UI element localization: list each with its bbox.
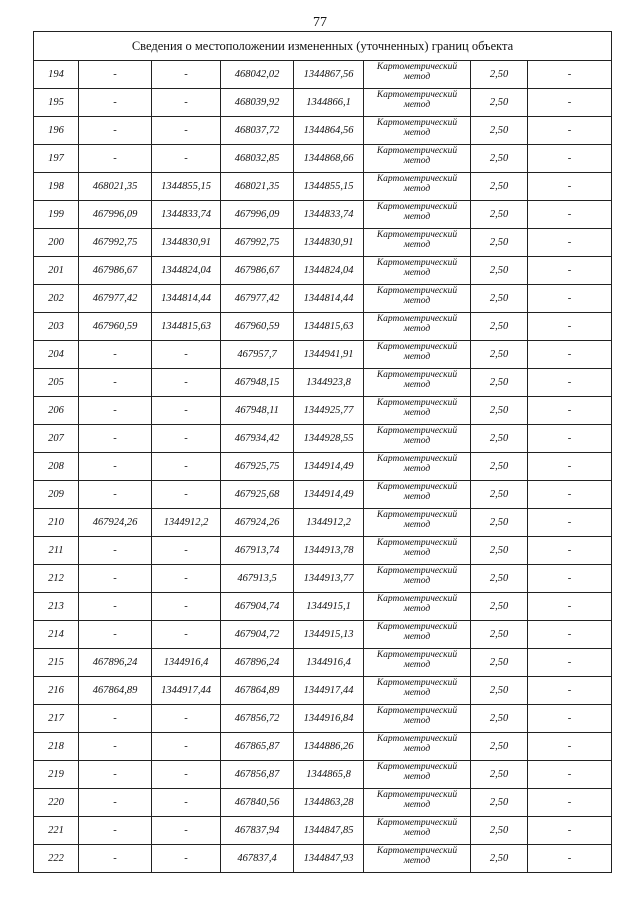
cell-old-x: 467864,89 <box>79 677 152 705</box>
cell-accuracy: 2,50 <box>471 173 528 201</box>
table-row <box>34 621 612 649</box>
cell-accuracy: 2,50 <box>471 565 528 593</box>
cell-description: - <box>528 229 612 257</box>
cell-description: - <box>528 649 612 677</box>
cell-old-y: 1344855,15 <box>152 173 221 201</box>
cell-new-x: 468039,92 <box>221 89 294 117</box>
table-row <box>34 649 612 677</box>
cell-accuracy: 2,50 <box>471 313 528 341</box>
cell-new-y: 1344815,63 <box>294 313 364 341</box>
table-row <box>34 229 612 257</box>
table-row <box>34 677 612 705</box>
cell-new-x: 467986,67 <box>221 257 294 285</box>
cell-accuracy: 2,50 <box>471 201 528 229</box>
cell-old-y: - <box>152 593 221 621</box>
cell-method: Картометрический метод <box>364 761 471 789</box>
cell-description: - <box>528 817 612 845</box>
cell-accuracy: 2,50 <box>471 705 528 733</box>
cell-new-y: 1344928,55 <box>294 425 364 453</box>
cell-description: - <box>528 705 612 733</box>
cell-method: Картометрический метод <box>364 509 471 537</box>
table-row <box>34 565 612 593</box>
cell-new-x: 468021,35 <box>221 173 294 201</box>
cell-old-x: - <box>79 61 152 89</box>
cell-new-x: 467837,94 <box>221 817 294 845</box>
cell-new-x: 467913,74 <box>221 537 294 565</box>
cell-new-y: 1344886,26 <box>294 733 364 761</box>
cell-point-number: 205 <box>34 369 79 397</box>
cell-method: Картометрический метод <box>364 677 471 705</box>
cell-new-x: 467934,42 <box>221 425 294 453</box>
cell-new-y: 1344867,56 <box>294 61 364 89</box>
cell-description: - <box>528 173 612 201</box>
cell-old-y: - <box>152 453 221 481</box>
cell-description: - <box>528 341 612 369</box>
cell-accuracy: 2,50 <box>471 761 528 789</box>
cell-old-x: 467992,75 <box>79 229 152 257</box>
cell-description: - <box>528 621 612 649</box>
cell-point-number: 219 <box>34 761 79 789</box>
cell-old-x: - <box>79 537 152 565</box>
cell-old-x: - <box>79 593 152 621</box>
cell-old-x: - <box>79 621 152 649</box>
cell-point-number: 195 <box>34 89 79 117</box>
cell-description: - <box>528 257 612 285</box>
cell-method: Картометрический метод <box>364 173 471 201</box>
cell-accuracy: 2,50 <box>471 369 528 397</box>
table-row <box>34 397 612 425</box>
cell-method: Картометрический метод <box>364 145 471 173</box>
cell-new-y: 1344847,85 <box>294 817 364 845</box>
cell-point-number: 221 <box>34 817 79 845</box>
cell-accuracy: 2,50 <box>471 621 528 649</box>
cell-new-y: 1344916,4 <box>294 649 364 677</box>
table-row <box>34 61 612 89</box>
cell-new-y: 1344824,04 <box>294 257 364 285</box>
cell-new-x: 467924,26 <box>221 509 294 537</box>
cell-description: - <box>528 565 612 593</box>
cell-method: Картометрический метод <box>364 733 471 761</box>
table-row <box>34 509 612 537</box>
cell-new-x: 467904,74 <box>221 593 294 621</box>
table-row <box>34 481 612 509</box>
cell-new-y: 1344923,8 <box>294 369 364 397</box>
cell-accuracy: 2,50 <box>471 677 528 705</box>
cell-new-x: 467948,15 <box>221 369 294 397</box>
cell-new-x: 467957,7 <box>221 341 294 369</box>
cell-accuracy: 2,50 <box>471 481 528 509</box>
cell-accuracy: 2,50 <box>471 425 528 453</box>
cell-accuracy: 2,50 <box>471 285 528 313</box>
cell-method: Картометрический метод <box>364 313 471 341</box>
cell-description: - <box>528 453 612 481</box>
cell-method: Картометрический метод <box>364 257 471 285</box>
cell-description: - <box>528 845 612 873</box>
cell-description: - <box>528 789 612 817</box>
cell-old-x: - <box>79 481 152 509</box>
cell-new-y: 1344847,93 <box>294 845 364 873</box>
cell-new-y: 1344914,49 <box>294 481 364 509</box>
table-row <box>34 313 612 341</box>
cell-new-x: 467925,75 <box>221 453 294 481</box>
cell-old-x: - <box>79 341 152 369</box>
cell-new-y: 1344915,1 <box>294 593 364 621</box>
cell-accuracy: 2,50 <box>471 733 528 761</box>
cell-point-number: 202 <box>34 285 79 313</box>
cell-description: - <box>528 201 612 229</box>
cell-old-y: - <box>152 621 221 649</box>
cell-accuracy: 2,50 <box>471 509 528 537</box>
cell-old-x: 467986,67 <box>79 257 152 285</box>
cell-old-y: - <box>152 537 221 565</box>
cell-point-number: 211 <box>34 537 79 565</box>
cell-old-y: - <box>152 397 221 425</box>
cell-accuracy: 2,50 <box>471 593 528 621</box>
cell-accuracy: 2,50 <box>471 257 528 285</box>
cell-old-y: - <box>152 369 221 397</box>
cell-old-x: - <box>79 369 152 397</box>
cell-old-y: - <box>152 117 221 145</box>
cell-old-x: 467924,26 <box>79 509 152 537</box>
cell-old-y: - <box>152 425 221 453</box>
cell-method: Картометрический метод <box>364 649 471 677</box>
cell-method: Картометрический метод <box>364 61 471 89</box>
cell-old-y: 1344830,91 <box>152 229 221 257</box>
cell-description: - <box>528 593 612 621</box>
cell-point-number: 215 <box>34 649 79 677</box>
cell-old-x: - <box>79 761 152 789</box>
cell-accuracy: 2,50 <box>471 789 528 817</box>
cell-new-y: 1344855,15 <box>294 173 364 201</box>
cell-point-number: 198 <box>34 173 79 201</box>
cell-new-x: 467977,42 <box>221 285 294 313</box>
cell-accuracy: 2,50 <box>471 61 528 89</box>
cell-method: Картометрический метод <box>364 369 471 397</box>
cell-description: - <box>528 425 612 453</box>
cell-old-x: - <box>79 817 152 845</box>
cell-method: Картометрический метод <box>364 397 471 425</box>
cell-accuracy: 2,50 <box>471 845 528 873</box>
cell-old-y: 1344917,44 <box>152 677 221 705</box>
cell-point-number: 196 <box>34 117 79 145</box>
cell-old-y: 1344912,2 <box>152 509 221 537</box>
cell-accuracy: 2,50 <box>471 341 528 369</box>
cell-old-x: - <box>79 145 152 173</box>
cell-point-number: 203 <box>34 313 79 341</box>
cell-point-number: 201 <box>34 257 79 285</box>
cell-new-y: 1344917,44 <box>294 677 364 705</box>
cell-new-y: 1344814,44 <box>294 285 364 313</box>
cell-old-y: - <box>152 817 221 845</box>
cell-old-x: 467996,09 <box>79 201 152 229</box>
cell-method: Картометрический метод <box>364 593 471 621</box>
cell-old-x: - <box>79 845 152 873</box>
cell-new-x: 467865,87 <box>221 733 294 761</box>
cell-accuracy: 2,50 <box>471 117 528 145</box>
cell-point-number: 207 <box>34 425 79 453</box>
cell-description: - <box>528 145 612 173</box>
cell-old-y: 1344814,44 <box>152 285 221 313</box>
table-row <box>34 453 612 481</box>
cell-new-x: 467948,11 <box>221 397 294 425</box>
table-row <box>34 341 612 369</box>
cell-method: Картометрический метод <box>364 201 471 229</box>
cell-old-y: - <box>152 733 221 761</box>
cell-old-x: - <box>79 453 152 481</box>
cell-point-number: 222 <box>34 845 79 873</box>
table-row <box>34 817 612 845</box>
cell-old-y: - <box>152 341 221 369</box>
table-row <box>34 257 612 285</box>
cell-method: Картометрический метод <box>364 845 471 873</box>
table-row <box>34 789 612 817</box>
cell-method: Картометрический метод <box>364 229 471 257</box>
cell-method: Картометрический метод <box>364 341 471 369</box>
cell-method: Картометрический метод <box>364 789 471 817</box>
boundary-coordinates-table <box>33 31 612 873</box>
cell-accuracy: 2,50 <box>471 89 528 117</box>
cell-new-y: 1344830,91 <box>294 229 364 257</box>
cell-old-x: - <box>79 89 152 117</box>
cell-description: - <box>528 285 612 313</box>
cell-point-number: 200 <box>34 229 79 257</box>
cell-new-x: 467960,59 <box>221 313 294 341</box>
cell-old-y: - <box>152 145 221 173</box>
cell-new-y: 1344925,77 <box>294 397 364 425</box>
cell-description: - <box>528 397 612 425</box>
cell-point-number: 217 <box>34 705 79 733</box>
cell-point-number: 216 <box>34 677 79 705</box>
table-row <box>34 201 612 229</box>
page-number: 77 <box>313 15 327 30</box>
cell-old-y: - <box>152 565 221 593</box>
cell-accuracy: 2,50 <box>471 397 528 425</box>
cell-new-x: 467840,56 <box>221 789 294 817</box>
cell-description: - <box>528 677 612 705</box>
cell-old-y: 1344916,4 <box>152 649 221 677</box>
cell-old-y: - <box>152 61 221 89</box>
cell-new-x: 467925,68 <box>221 481 294 509</box>
cell-accuracy: 2,50 <box>471 229 528 257</box>
cell-method: Картометрический метод <box>364 89 471 117</box>
cell-point-number: 220 <box>34 789 79 817</box>
cell-point-number: 214 <box>34 621 79 649</box>
cell-new-x: 467992,75 <box>221 229 294 257</box>
cell-accuracy: 2,50 <box>471 145 528 173</box>
cell-method: Картометрический метод <box>364 621 471 649</box>
cell-point-number: 194 <box>34 61 79 89</box>
cell-point-number: 199 <box>34 201 79 229</box>
cell-new-x: 467864,89 <box>221 677 294 705</box>
cell-new-y: 1344916,84 <box>294 705 364 733</box>
cell-old-y: - <box>152 845 221 873</box>
table-body <box>34 61 612 873</box>
table-row <box>34 845 612 873</box>
cell-old-x: 467896,24 <box>79 649 152 677</box>
cell-old-y: - <box>152 481 221 509</box>
table-row <box>34 145 612 173</box>
cell-point-number: 197 <box>34 145 79 173</box>
cell-old-x: 468021,35 <box>79 173 152 201</box>
table-row <box>34 369 612 397</box>
cell-point-number: 210 <box>34 509 79 537</box>
cell-new-x: 468042,02 <box>221 61 294 89</box>
cell-new-y: 1344863,28 <box>294 789 364 817</box>
table-title: Сведения о местоположении измененных (уточненных) границ объекта <box>34 32 612 61</box>
cell-new-y: 1344941,91 <box>294 341 364 369</box>
cell-old-x: - <box>79 733 152 761</box>
table-title-row <box>34 32 612 61</box>
cell-description: - <box>528 509 612 537</box>
cell-new-x: 467996,09 <box>221 201 294 229</box>
cell-method: Картометрический метод <box>364 817 471 845</box>
cell-description: - <box>528 89 612 117</box>
table-row <box>34 89 612 117</box>
cell-description: - <box>528 117 612 145</box>
cell-method: Картометрический метод <box>364 425 471 453</box>
cell-method: Картометрический метод <box>364 565 471 593</box>
cell-description: - <box>528 313 612 341</box>
cell-description: - <box>528 537 612 565</box>
cell-new-y: 1344915,13 <box>294 621 364 649</box>
table-row <box>34 537 612 565</box>
cell-new-y: 1344914,49 <box>294 453 364 481</box>
cell-new-y: 1344913,77 <box>294 565 364 593</box>
cell-old-x: - <box>79 789 152 817</box>
cell-description: - <box>528 733 612 761</box>
cell-old-y: 1344815,63 <box>152 313 221 341</box>
cell-new-x: 467904,72 <box>221 621 294 649</box>
cell-new-x: 467856,87 <box>221 761 294 789</box>
cell-old-y: 1344824,04 <box>152 257 221 285</box>
cell-method: Картометрический метод <box>364 453 471 481</box>
table-row <box>34 733 612 761</box>
cell-old-x: 467960,59 <box>79 313 152 341</box>
cell-accuracy: 2,50 <box>471 537 528 565</box>
cell-point-number: 213 <box>34 593 79 621</box>
cell-old-y: - <box>152 89 221 117</box>
table-row <box>34 593 612 621</box>
cell-method: Картометрический метод <box>364 481 471 509</box>
cell-point-number: 206 <box>34 397 79 425</box>
cell-accuracy: 2,50 <box>471 453 528 481</box>
table-row <box>34 425 612 453</box>
table-row <box>34 173 612 201</box>
table-row <box>34 117 612 145</box>
cell-old-x: - <box>79 425 152 453</box>
cell-old-y: - <box>152 761 221 789</box>
cell-point-number: 212 <box>34 565 79 593</box>
cell-old-x: - <box>79 705 152 733</box>
cell-old-x: - <box>79 397 152 425</box>
cell-point-number: 218 <box>34 733 79 761</box>
cell-new-x: 468037,72 <box>221 117 294 145</box>
cell-point-number: 208 <box>34 453 79 481</box>
cell-new-y: 1344864,56 <box>294 117 364 145</box>
cell-description: - <box>528 369 612 397</box>
cell-new-x: 467837,4 <box>221 845 294 873</box>
cell-new-x: 467913,5 <box>221 565 294 593</box>
cell-method: Картометрический метод <box>364 537 471 565</box>
cell-description: - <box>528 761 612 789</box>
cell-accuracy: 2,50 <box>471 817 528 845</box>
cell-method: Картометрический метод <box>364 285 471 313</box>
cell-old-y: 1344833,74 <box>152 201 221 229</box>
cell-new-y: 1344866,1 <box>294 89 364 117</box>
cell-new-y: 1344912,2 <box>294 509 364 537</box>
cell-old-x: 467977,42 <box>79 285 152 313</box>
table-row <box>34 705 612 733</box>
cell-old-x: - <box>79 565 152 593</box>
cell-accuracy: 2,50 <box>471 649 528 677</box>
cell-description: - <box>528 61 612 89</box>
table-row <box>34 285 612 313</box>
cell-old-y: - <box>152 705 221 733</box>
cell-old-y: - <box>152 789 221 817</box>
cell-method: Картометрический метод <box>364 705 471 733</box>
cell-new-y: 1344913,78 <box>294 537 364 565</box>
cell-point-number: 209 <box>34 481 79 509</box>
cell-new-y: 1344868,66 <box>294 145 364 173</box>
cell-new-x: 468032,85 <box>221 145 294 173</box>
cell-new-x: 467856,72 <box>221 705 294 733</box>
table-row <box>34 761 612 789</box>
cell-point-number: 204 <box>34 341 79 369</box>
cell-old-x: - <box>79 117 152 145</box>
cell-new-x: 467896,24 <box>221 649 294 677</box>
cell-new-y: 1344865,8 <box>294 761 364 789</box>
cell-method: Картометрический метод <box>364 117 471 145</box>
cell-new-y: 1344833,74 <box>294 201 364 229</box>
cell-description: - <box>528 481 612 509</box>
